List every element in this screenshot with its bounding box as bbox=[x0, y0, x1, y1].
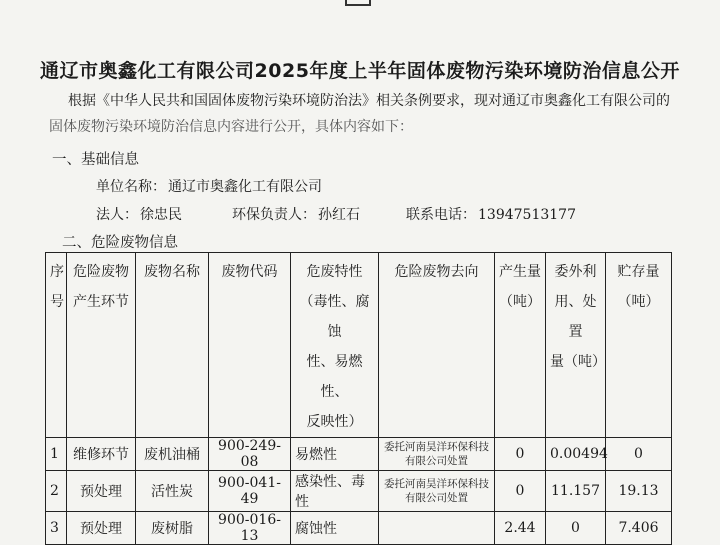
legal-person-label: 法人： bbox=[96, 207, 138, 223]
cell-property: 易燃性 bbox=[291, 438, 379, 471]
phone-value: 13947513177 bbox=[478, 207, 576, 223]
cell-property: 感染性、毒性 bbox=[291, 471, 379, 512]
section-basic-heading: 一、基础信息 bbox=[52, 152, 139, 168]
table-header-row bbox=[46, 253, 672, 438]
header-storage: 贮存量 （吨） bbox=[606, 253, 672, 438]
header-code: 废物代码 bbox=[209, 253, 291, 438]
cell-outsource: 11.157 bbox=[546, 471, 606, 512]
cell-no: 2 bbox=[46, 471, 67, 512]
cell-storage: 7.406 bbox=[606, 512, 672, 545]
cell-name: 活性炭 bbox=[136, 471, 209, 512]
cell-destination: 委托河南昊洋环保科技有限公司处置 bbox=[379, 471, 495, 512]
header-amount: 产生量 （吨） bbox=[495, 253, 546, 438]
document-title: 通辽市奥鑫化工有限公司2025年度上半年固体废物污染环境防治信息公开 bbox=[40, 60, 680, 82]
cell-outsource: 0 bbox=[546, 512, 606, 545]
header-property: 危废特性 （毒性、腐蚀 性、易燃性、 反映性） bbox=[291, 253, 379, 438]
cell-stage: 预处理 bbox=[67, 471, 136, 512]
cell-name: 废树脂 bbox=[136, 512, 209, 545]
cell-storage: 0 bbox=[606, 438, 672, 471]
table-row bbox=[46, 512, 672, 545]
top-mark bbox=[345, 0, 371, 6]
phone-label: 联系电话： bbox=[406, 207, 476, 223]
company-name-field bbox=[96, 176, 322, 196]
cell-no: 3 bbox=[46, 512, 67, 545]
cell-amount: 0 bbox=[495, 471, 546, 512]
cell-code: 900-249-08 bbox=[209, 438, 291, 471]
intro-paragraph-line2: 固体废物污染环境防治信息内容进行公开，具体内容如下： bbox=[49, 119, 413, 135]
hazardous-waste-table bbox=[45, 252, 672, 545]
cell-destination: 委托河南昊洋环保科技有限公司处置 bbox=[379, 438, 495, 471]
table-row bbox=[46, 471, 672, 512]
cell-storage: 19.13 bbox=[606, 471, 672, 512]
intro-paragraph-line1: 根据《中华人民共和国固体废物污染环境防治法》相关条例要求，现对通辽市奥鑫化工有限公司的 bbox=[68, 93, 670, 109]
header-stage: 危险废物 产生环节 bbox=[67, 253, 136, 438]
company-name-label: 单位名称： bbox=[96, 179, 166, 195]
phone-field bbox=[406, 204, 576, 224]
cell-outsource: 0.00494 bbox=[546, 438, 606, 471]
env-officer-field bbox=[232, 204, 360, 224]
cell-amount: 0 bbox=[495, 438, 546, 471]
company-name-value: 通辽市奥鑫化工有限公司 bbox=[168, 179, 322, 195]
cell-property: 腐蚀性 bbox=[291, 512, 379, 545]
header-destination: 危险废物去向 bbox=[379, 253, 495, 438]
header-no: 序 号 bbox=[46, 253, 67, 438]
cell-name: 废机油桶 bbox=[136, 438, 209, 471]
cell-no: 1 bbox=[46, 438, 67, 471]
env-officer-label: 环保负责人： bbox=[232, 207, 316, 223]
cell-destination bbox=[379, 512, 495, 545]
section-hazardous-heading: 二、危险废物信息 bbox=[62, 235, 178, 251]
header-outsource: 委外利 用、处置 量（吨） bbox=[546, 253, 606, 438]
env-officer-value: 孙红石 bbox=[318, 207, 360, 223]
header-name: 废物名称 bbox=[136, 253, 209, 438]
cell-code: 900-016-13 bbox=[209, 512, 291, 545]
cell-code: 900-041-49 bbox=[209, 471, 291, 512]
legal-person-field bbox=[96, 204, 182, 224]
legal-person-value: 徐忠民 bbox=[140, 207, 182, 223]
cell-stage: 预处理 bbox=[67, 512, 136, 545]
cell-stage: 维修环节 bbox=[67, 438, 136, 471]
table-row bbox=[46, 438, 672, 471]
cell-amount: 2.44 bbox=[495, 512, 546, 545]
